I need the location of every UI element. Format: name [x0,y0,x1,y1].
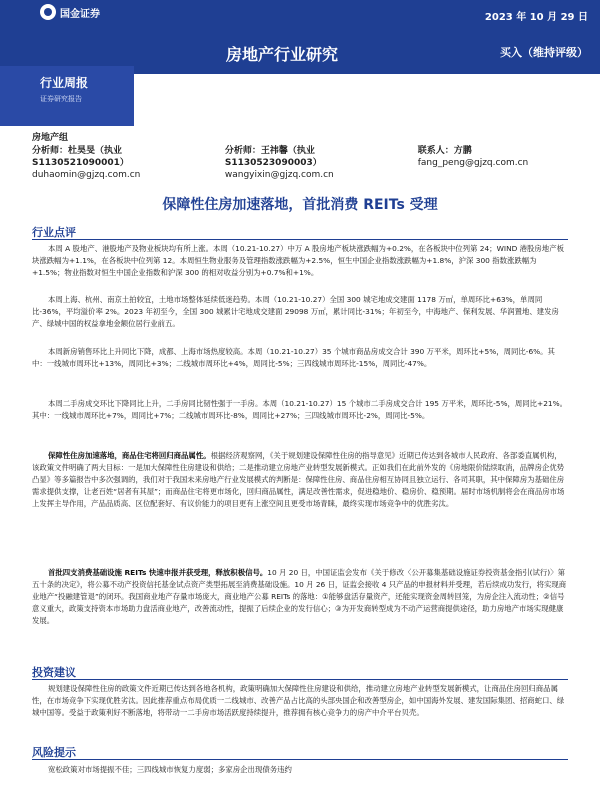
article-title: 保障性住房加速落地，首批消费 REITs 受理 [162,197,438,213]
analyst-2-id: S1130523090003） [224,158,322,168]
contact-email[interactable]: fang_peng@gjzq.com.cn [417,158,529,168]
policy-lead: 保障性住房加速落地，商品住宅将回归商品属性。 [48,451,211,460]
paragraph-market: 本周 A 股地产、港股地产及物业板块均有所上涨。本周（10.21-10.27）中万 A 股房地产板块涨跌幅为+0.2%，在各板块中位列第 24；WIND 港股房地产板块涨跌幅为+1.1%，在各板块中位列第 12。本周恒生物业服务及管理指数涨跌幅为+2.5%，恒生中国企业指数涨跌幅为+1.8%，沪深 300 指数涨跌幅为+1.5%；物业指数对恒生中国企业指数和沪深 300 的相对收益分别为+0.7%和+1%。 [32,244,564,278]
analyst-1-id: S1130521090001） [32,158,129,168]
section-divider [32,759,568,760]
report-title: 房地产行业研究 [226,45,339,64]
reits-body: 10 月 20 日，中国证监会发布《关于修改〈公开募集基础设施证券投资基金指引(试行)〉第五十条的决定》，将公募不动产投资信托基金试点资产类型拓展至消费基础设施。10 月 26 日，证监会接收 4 只产品的申报材料并受理，若后续成功发行，将实现商业地产“投融建管退”的闭环。我国商业地产存量市场庞大，商业地产公募 REITs 的落地：①能够盘活存量资产，还能实现资金周转回笼，为房企注入流动性；②信号意义重大，政策支持资本市场助力盘活商业地产，改善流动性，提振了后续企业的发行信心；③为开发商转型成为不动产运营商提供途径，助力房地产市场实现健康发展。 [32,568,567,626]
report-type-tab [0,66,134,126]
paragraph-risk: 宽松政策对市场提振不佳；三四线城市恢复力度弱；多家房企出现债务违约 [48,765,292,774]
rating-badge: 买入（维持评级） [500,46,588,59]
reits-lead: 首批四支消费基础设施 REITs 快速申报并获受理，释放积极信号。 [48,568,268,577]
header-stripe [134,66,600,74]
report-type: 行业周报 [40,76,89,90]
analyst-2-name: 分析师：王祎馨（执业 [224,146,315,156]
paragraph-investment: 规划建设保障性住房的政策文件近期已传达到各地各机构，政策明确加大保障性住房建设和供给，推动建立房地产业转型发展新模式，让商品住房回归商品属性，在市场竞争下实现优胜劣汰。因此推荐重点布局优质一二线城市、改善产品占比高的头部央国企和改善型房企，如中国海外发展、建发国际集团、招商蛇口、绿城中国等。受益于政策利好不断落地，将带动一二手房市场活跃度持续提升，推荐拥有核心竞争力的房产中介平台贝壳。 [32,684,565,718]
paragraph-land: 本周上海、杭州、南京土拍较宜，土地市场整体延续低迷趋势。本周（10.21-10.27）全国 300 城宅地成交建面 1178 万㎡，单周环比+63%，单周同比-36%，平均溢价率 2%。2023 年初至今，全国 300 城累计宅地成交建面 29098 万㎡，累计同比-31%；年初至今，中海地产、保利发展、华润置地、建发房产、绿城中国的权益拿地金额位居行业前五。 [32,295,559,329]
paragraph-housing-policy [32,450,568,510]
logo-mark-icon [40,4,56,20]
report-date: 2023 年 10 月 29 日 [484,12,588,23]
section-divider [32,239,568,240]
analyst-1-email[interactable]: duhaomin@gjzq.com.cn [32,170,141,180]
policy-body: 根据经济观察网，《关于规划建设保障性住房的指导意见》近期已传达到各城市人民政府、各部委直属机构，该政策文件明确了两大目标：一是加大保障性住房建设和供给；二是推动建立房地产业转型发展新模式。正如我们在此前外发的《房地限价陆续取消，品牌房企优势凸显》等多篇报告中多次强调的，我们对于我国未来房地产行业发展模式的判断是：保障性住房、商品住房相互协同且独立运行、各司其职，其中保障房为基础住房需求提供支撑，让老百姓“居者有其屋”；而商品住宅将更市场化，回归商品属性，满足改善性需求，促进稳地价、稳房价、稳预期。届时市场机制将会在商品房市场上发挥主导作用，产品品质高、区位配套好、有议价能力的项目更有上涨空间且更受市场青睐，最终实现市场竞争中的优胜劣汰。 [32,451,565,509]
analyst-block [32,130,572,181]
analyst-list [32,145,572,181]
report-subtype: 证券研究报告 [40,95,82,103]
paragraph-reits [32,567,568,627]
analyst-1-name: 分析师：杜昊旻（执业 [32,146,123,156]
section-title-risk: 风险提示 [32,746,76,759]
company-logo [40,4,100,20]
analyst-2 [225,145,418,181]
section-title-investment: 投资建议 [32,666,76,679]
paragraph-new-home: 本周新房销售环比上升同比下降，成都、上海市场热度较高。本周（10.21-10.27）35 个城市商品房成交合计 390 万平米，周环比+5%，周同比-6%。其中：一线城市周环比+13%，周同比+3%；二线城市周环比+4%，周同比-5%；三四线城市周环比-15%，周同比-47%。 [32,347,555,369]
section-title-industry: 行业点评 [32,226,76,239]
section-divider [32,679,568,680]
logo-text: 国金证券 [60,8,100,20]
team-name: 房地产组 [32,133,69,143]
paragraph-second-hand: 本周二手房成交环比下降同比上升，二手房同比韧性强于一手房。本周（10.21-10.27）15 个城市二手房成交合计 195 万平米，周环比-5%，周同比+21%。其中：一线城市周环比+7%，周同比+7%；二线城市周环比-8%，周同比+27%；三四线城市周环比-2%，周同比-5%。 [32,399,568,421]
analyst-1 [32,145,225,181]
contact-name: 联系人：方鹏 [417,146,472,156]
analyst-2-email[interactable]: wangyixin@gjzq.com.cn [224,170,334,180]
contact-person [418,145,572,181]
